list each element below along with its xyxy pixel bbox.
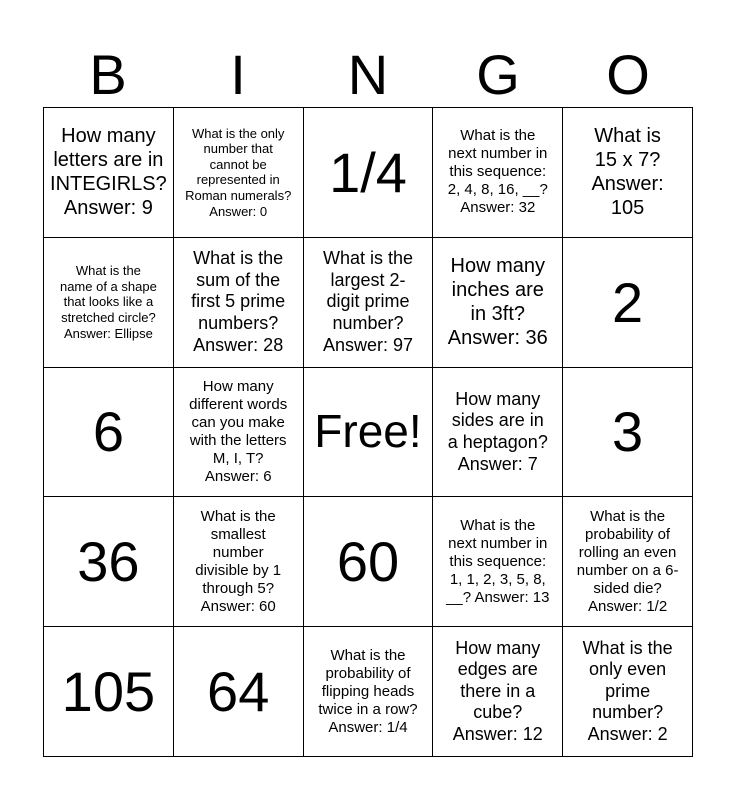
bingo-cell-text: How many sides are in a heptagon? Answer: 7: [447, 388, 548, 474]
bingo-cell[interactable]: [563, 238, 693, 368]
bingo-cell-text: What is the only number that cannot be represented in Roman numerals? Answer: 0: [185, 125, 292, 219]
bingo-cell-text: How many inches are in 3ft? Answer: 36: [447, 255, 548, 350]
bingo-cell-text: What is 15 x 7? Answer: 105: [591, 125, 664, 220]
header-letter-g: G: [476, 43, 520, 106]
header-letter-o: O: [606, 43, 650, 106]
bingo-cell[interactable]: [174, 497, 304, 627]
bingo-cell-text: 105: [61, 660, 156, 723]
bingo-cell[interactable]: [433, 368, 563, 498]
bingo-cell[interactable]: [44, 368, 174, 498]
bingo-cell[interactable]: [44, 108, 174, 238]
bingo-cell-text: What is the sum of the first 5 prime numbers? Answer: 28: [191, 248, 286, 355]
bingo-cell-text: 1/4: [329, 140, 407, 204]
bingo-cell-text: What is the probability of flipping heads twice in a row? Answer: 1/4: [318, 646, 418, 736]
bingo-cell-text: 64: [207, 660, 270, 723]
header-letter-n: N: [347, 43, 389, 106]
bingo-cell-text: What is the probability of rolling an even number on a 6- sided die? Answer: 1/2: [576, 507, 679, 615]
bingo-cell-text: How many edges are there in a cube? Answer: 12: [452, 637, 543, 744]
bingo-cell[interactable]: [174, 108, 304, 238]
bingo-cell-text: 36: [77, 530, 140, 594]
header-letter-b: B: [89, 43, 127, 106]
bingo-cell-text: What is the next number in this sequence: 2, 4, 8, 16, __? Answer: 32: [447, 127, 548, 217]
bingo-cell-text: What is the next number in this sequence: 1, 1, 2, 3, 5, 8, __? Answer: 13: [446, 516, 550, 606]
bingo-cell[interactable]: [174, 627, 304, 757]
bingo-cell-text: What is the largest 2- digit prime number? Answer: 97: [322, 248, 414, 355]
bingo-cell-text: What is the name of a shape that looks like a stretched circle? Answer: Ellipse: [59, 263, 157, 341]
bingo-cell[interactable]: [44, 497, 174, 627]
bingo-cell[interactable]: [174, 238, 304, 368]
bingo-cell-text: 2: [612, 270, 644, 334]
bingo-header: [43, 40, 693, 110]
bingo-cell-text: Free!: [314, 405, 422, 458]
bingo-cell[interactable]: [304, 368, 434, 498]
bingo-cell[interactable]: [174, 368, 304, 498]
bingo-cell-text: 60: [336, 530, 400, 594]
bingo-cell[interactable]: [304, 238, 434, 368]
bingo-cell-text: What is the only even prime number? Answer: 2: [582, 637, 673, 744]
bingo-cell[interactable]: [433, 627, 563, 757]
bingo-cell[interactable]: [44, 238, 174, 368]
bingo-cell-text: How many letters are in INTEGIRLS? Answer: 9: [50, 125, 167, 220]
bingo-cell[interactable]: [304, 497, 434, 627]
bingo-cell-text: 3: [612, 400, 644, 464]
bingo-cell-text: What is the smallest number divisible by 1 through 5? Answer: 60: [195, 507, 282, 615]
bingo-cell[interactable]: [304, 108, 434, 238]
header-letter-i: I: [230, 43, 246, 106]
bingo-cell[interactable]: [563, 627, 693, 757]
bingo-cell[interactable]: [563, 368, 693, 498]
bingo-cell[interactable]: [563, 108, 693, 238]
bingo-grid: [43, 107, 693, 757]
bingo-cell[interactable]: [304, 627, 434, 757]
bingo-cell-text: How many different words can you make with the letters M, I, T? Answer: 6: [189, 377, 288, 485]
bingo-cell[interactable]: [433, 497, 563, 627]
bingo-cell[interactable]: [433, 108, 563, 238]
bingo-cell-text: 6: [92, 400, 124, 464]
bingo-cell[interactable]: [433, 238, 563, 368]
bingo-cell[interactable]: [563, 497, 693, 627]
bingo-cell[interactable]: [44, 627, 174, 757]
